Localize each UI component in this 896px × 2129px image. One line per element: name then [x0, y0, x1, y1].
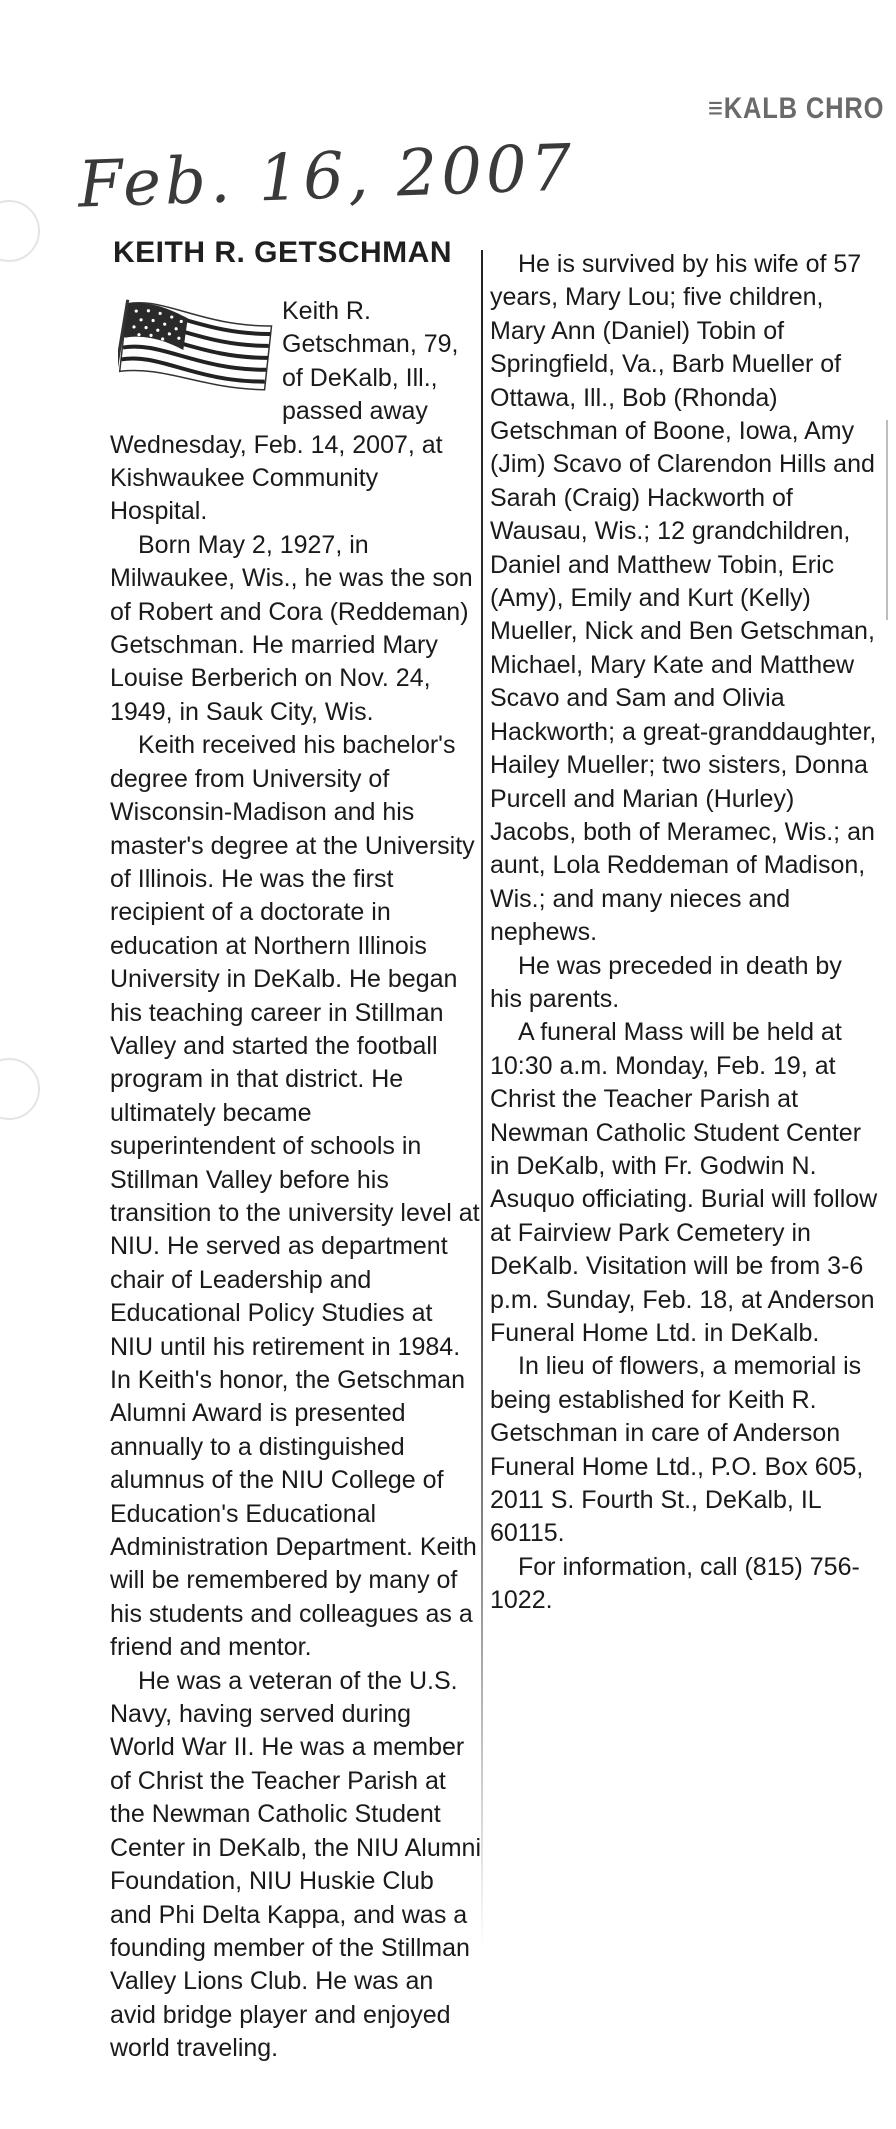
paragraph-career: Keith received his bachelor's degree from University of Wisconsin-Madison and his master's degree at the University of Illinois. He was the first recipient of a doctorate in education at Northern Illinois University in DeKalb. He began his teaching career in Stillman Valley and started the football program in that district. He ultimately became superintendent of schools in Stillman Valley before his transition to the university level at NIU. He served as department chair of Leadership and Educational Policy Studies at NIU until his retirement in 1984. In Keith's honor, the Getschman Alumni Award is presented annually to a distinguished alumnus of the NIU College of Education's Educational Administration Department. Keith will be remembered by many of his students and colleagues as a friend and mentor.: [110, 731, 480, 1662]
paragraph-memorial: In lieu of flowers, a memorial is being established for Keith R. Getschman in care of Anderson Funeral Home Ltd., P.O. Box 605, 2011 S. Fourth St., DeKalb, IL 60115.: [490, 1352, 864, 1548]
obituary-headline: KEITH R. GETSCHMAN: [113, 236, 452, 269]
paragraph-death-notice: Wednesday, Feb. 14, 2007, at Kishwaukee Community Hospital.: [110, 430, 443, 526]
paragraph-information: For information, call (815) 756-1022.: [490, 1552, 860, 1615]
lead-lines: [110, 295, 482, 429]
clipping-edge: [886, 420, 888, 620]
lead-line: passed away: [282, 397, 428, 426]
punch-hole-top: [0, 200, 40, 262]
handwritten-date: Feb. 16, 2007: [76, 131, 577, 223]
punch-hole-middle: [0, 1058, 40, 1120]
paragraph-preceded: He was preceded in death by his parents.: [490, 951, 842, 1013]
lead-line: Keith R.: [282, 297, 371, 325]
lead-line: of DeKalb, Ill.,: [282, 363, 438, 392]
paragraph-funeral: A funeral Mass will be held at 10:30 a.m. Monday, Feb. 19, at Christ the Teacher Parish at Newman Catholic Student Center in DeKalb, with Fr. Godwin N. Asuquo officiating. Burial will follow at Fairview Park Cemetery in DeKalb. Visitation will be from 3-6 p.m. Sunday, Feb. 18, at Anderson Funeral Home Ltd. in DeKalb.: [490, 1018, 878, 1347]
paragraph-service: He was a veteran of the U.S. Navy, having served during World War II. He was a member of Christ the Teacher Parish at the Newman Catholic Student Center in DeKalb, the NIU Alumni Foundation, NIU Huskie Club and Phi Delta Kappa, and was a founding member of the Stillman Valley Lions Club. He was an avid bridge player and enjoyed world traveling.: [110, 1666, 482, 2063]
newspaper-masthead: ≡KALB CHRO: [708, 92, 885, 125]
paragraph-birth: Born May 2, 1927, in Milwaukee, Wis., he was the son of Robert and Cora (Reddeman) Getschman. He married Mary Louise Berberich on Nov. 24, 1949, in Sauk City, Wis.: [110, 530, 473, 726]
lead-line: Getschman, 79,: [282, 330, 459, 359]
paragraph-survivors: He is survived by his wife of 57 years, Mary Lou; five children, Mary Ann (Daniel) Tobin of Springfield, Va., Barb Mueller of Ottawa, Ill., Bob (Rhonda) Getschman of Boone, Iowa, Amy (Jim) Scavo of Clarendon Hills and Sarah (Craig) Hackworth of Wausau, Wis.; 12 grandchildren, Daniel and Matthew Tobin, Eric (Amy), Emily and Kurt (Kelly) Mueller, Nick and Ben Getschman, Michael, Mary Kate and Matthew Scavo and Sam and Olivia Hackworth; a great-granddaughter, Hailey Mueller; two sisters, Donna Purcell and Marian (Hurley) Jacobs, both of Meramec, Wis.; an aunt, Lola Reddeman of Madison, Wis.; and many nieces and nephews.: [490, 250, 877, 947]
left-column: [110, 295, 482, 2066]
right-column: [490, 248, 880, 1618]
